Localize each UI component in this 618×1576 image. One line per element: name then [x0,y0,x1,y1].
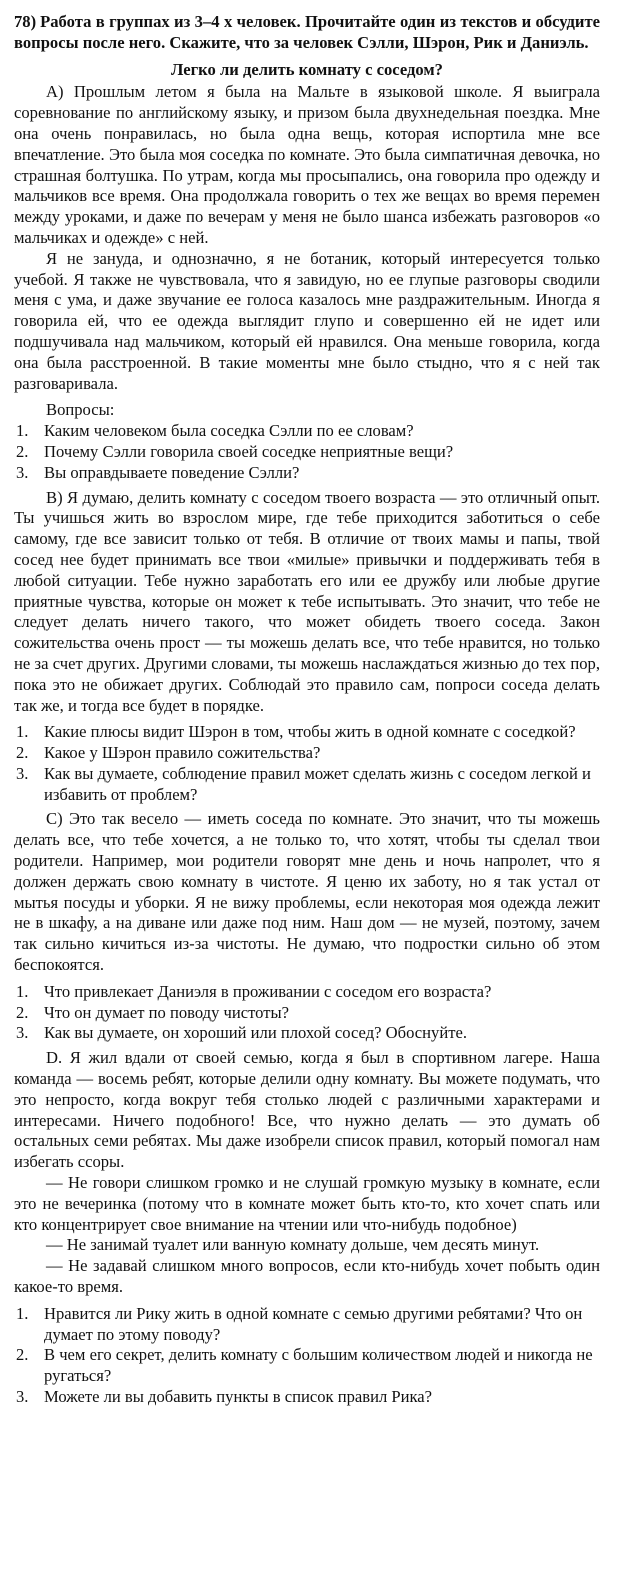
question-text: В чем его секрет, делить комнату с большим количеством людей и никогда не ругаться? [44,1345,593,1386]
section-d [14,1048,600,1408]
question-item [14,1003,600,1024]
question-number: 3. [16,1023,29,1043]
rule-item: — Не говори слишком громко и не слушай громкую музыку в комнате, если это не вечеринка (потому что в комнате может быть кто-то, кто хочет спать или кто концентрирует свое внимание на чтении или что-нибудь подобное) [14,1173,600,1234]
question-number: 2. [16,441,29,461]
question-number: 2. [16,743,29,763]
section-c-paragraph: С) Это так весело — иметь соседа по комнате. Это значит, что ты можешь делать все, что тебе хочется, а не только то, что хотят, чтобы ты сделал твои родители. Например, мои родители говорят мне день и ночь напролет, что я должен держать свою комнату в чистоте. Я ценю их заботу, но я так устал от мытья посуды и уборки. Я не вижу проблемы, если некоторая моя одежда лежит не в шкафу, а на диване или даже под ним. Наш дом — не музей, поэтому, зачем так сильно кичиться из-за чистоты. Не думаю, что подростки сильно об этом беспокоятся. [14,809,600,975]
rule-item: — Не занимай туалет или ванную комнату дольше, чем десять минут. [46,1235,540,1255]
section-b-paragraph: В) Я думаю, делить комнату с соседом твоего возраста — это отличный опыт. Ты учишься жить во взрослом мире, где тебе приходится заботиться о себе самому, где все зависит только от тебя. В отличие от твоих мамы и папы, твой сосед нее будет принимать все твои «милые» привычки и поддерживать тебя в любой ситуации. Тебе нужно заработать его или ее дружбу или любые другие приятные чувства, которые он может к тебе испытывать. Это значит, что тебе не следует делать ничего такого, что может обидеть твоего соседа. Закон сожительства очень прост — ты можешь делать все, что тебе нравится, но только не за счет других. Другими словами, ты можешь наслаждаться жизнью до тех пор, пока это не обижает других. Соблюдай это правило сам, попроси соседа делать так же, и тогда все будет в порядке. [14,487,600,715]
section-b [14,488,600,806]
question-text: Можете ли вы добавить пункты в список правил Рика? [44,1387,433,1406]
section-b-questions [14,722,600,805]
question-text: Что он думает по поводу чистоты? [44,1002,290,1022]
question-item [14,1304,600,1346]
section-d-paragraph: D. Я жил вдали от своей семью, когда я был в спортивном лагере. Наша команда — восемь ребят, которые делили одну комнату. Вы можете подумать, что это непросто, когда вокруг тебя столько людей с различными характерами и интересами. Ничего подобного! Все, что нужно делать — это думать об остальных семи ребятах. Мы даже изобрели список правил, который помогал нам избегать ссоры. [14,1048,600,1172]
exercise-number: 78) [14,12,37,31]
question-item [14,442,600,463]
section-a-paragraph: А) Прошлым летом я была на Мальте в языковой школе. Я выиграла соревнование по английскому языку, и призом была двухнедельная поездка. Мне она очень понравилась, но была одна вещь, которая испортила мне все впечатление. Это была моя соседка по комнате. Это была симпатичная девочка, но страшная болтушка. По утрам, когда мы просыпались, она говорила про одежду и мальчиков все время. Она продолжала говорить о тех же вещах во время перемен между уроками, и даже по вечерам у меня не было шанса избежать разговоров «о мальчиках и одежде» с ней. [14,82,600,247]
question-text: Вы оправдываете поведение Сэлли? [44,462,300,482]
question-item [14,982,600,1003]
section-a [14,82,600,483]
question-text: Как вы думаете, он хороший или плохой сосед? Обоснуйте. [44,1023,467,1043]
section-c-questions [14,982,600,1044]
question-item [14,1345,600,1387]
text-title: Легко ли делить комнату с соседом? [171,59,443,79]
question-number: 1. [16,981,29,1001]
section-d-questions [14,1304,600,1408]
question-item [14,722,600,743]
question-number: 1. [16,722,29,742]
section-a-paragraph: Я не зануда, и однозначно, я не ботаник, который интересуется только учебой. Я также не чувствовала, что я завидую, но ее глупые разговоры сводили меня с ума, и даже звучание ее голоса казалось мне раздражительным. Иногда я говорила ей, что ее одежда выглядит глупо и совершенно ей не идет или подшучивала над мальчиком, который ей нравился. Она меньше говорила, когда она была расстроенной. В такие моменты мне было стыдно, что я с ней так разговаривала. [14,248,600,393]
question-text: Как вы думаете, соблюдение правил может сделать жизнь с соседом легкой и избавить от проблем? [44,763,591,804]
question-item [14,764,600,806]
exercise-instruction: Работа в группах из 3–4 х человек. Прочитайте один из текстов и обсудите вопросы после него. Скажите, что за человек Сэлли, Шэрон, Рик и Даниэль. [14,12,600,52]
exercise-heading [14,12,600,54]
question-item [14,421,600,442]
question-text: Каким человеком была соседка Сэлли по ее словам? [44,421,414,441]
question-text: Какое у Шэрон правило сожительства? [44,743,321,763]
questions-label: Вопросы: [46,400,115,420]
question-item [14,1387,600,1408]
question-number: 2. [16,1002,29,1022]
rule-item: — Не задавай слишком много вопросов, если кто-нибудь хочет побыть один какое-то время. [14,1256,600,1297]
question-text: Почему Сэлли говорила своей соседке неприятные вещи? [44,441,454,461]
question-item [14,463,600,484]
question-text: Какие плюсы видит Шэрон в том, чтобы жить в одной комнате с соседкой? [44,722,576,742]
question-text: Что привлекает Даниэля в проживании с соседом его возраста? [44,981,492,1001]
question-text: Нравится ли Рику жить в одной комнате с семью другими ребятами? Что он думает по этому поводу? [44,1303,583,1344]
question-number: 3. [16,1387,29,1406]
question-number: 3. [16,763,29,783]
question-item [14,1023,600,1044]
question-number: 3. [16,462,29,482]
section-c [14,809,600,1044]
question-number: 1. [16,421,29,441]
section-a-questions [14,400,600,483]
question-number: 2. [16,1345,29,1365]
question-item [14,743,600,764]
question-number: 1. [16,1303,29,1323]
